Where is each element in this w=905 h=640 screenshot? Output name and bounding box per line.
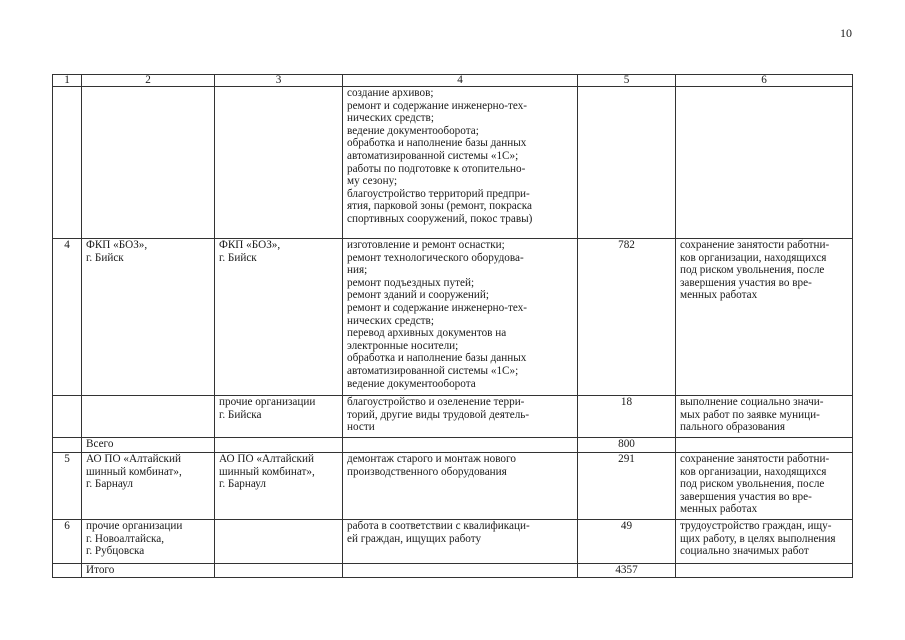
purpose-cell: выполнение социально значи- мых работ по заявке муници- пального образования: [676, 396, 853, 438]
headcount-cell: [578, 87, 676, 239]
headcount-cell: 18: [578, 396, 676, 438]
subtotal-value: 800: [578, 438, 676, 453]
work-types-cell: благоустройство и озеленение терри- торий, другие виды трудовой деятель- ности: [343, 396, 578, 438]
work-types-cell: работа в соответствии с квалификаци- ей граждан, ищущих работу: [343, 520, 578, 564]
row-number-cell: [53, 564, 82, 578]
row-number-cell: [53, 438, 82, 453]
work-types-cell: создание архивов; ремонт и содержание инженерно-тех- нических средств; ведение документооборота; обработка и наполнение базы данных автоматизированной системы «1С»; работы по подготовке к отопительно- му сезону; благоустройство территорий предпри- ятия, парковой зоны (ремонт, покраска спортивных сооружений, покос травы): [343, 87, 578, 239]
employer-cell: [215, 564, 343, 578]
headcount-cell: 782: [578, 239, 676, 396]
row-number-cell: 6: [53, 520, 82, 564]
purpose-cell: трудоустройство граждан, ищу- щих работу, в целях выполнения социально значимых работ: [676, 520, 853, 564]
purpose-cell: сохранение занятости работни- ков организации, находящихся под риском увольнения, после завершения участия во вре- менных работах: [676, 453, 853, 520]
purpose-cell: [676, 564, 853, 578]
subtotal-label: Всего: [82, 438, 215, 453]
table-row: [53, 87, 853, 239]
headcount-cell: 291: [578, 453, 676, 520]
total-label: Итого: [82, 564, 215, 578]
employer-cell: АО ПО «Алтайский шинный комбинат», г. Барнаул: [215, 453, 343, 520]
row-number-cell: 4: [53, 239, 82, 396]
employer-cell: прочие организации г. Бийска: [215, 396, 343, 438]
table-row: [53, 520, 853, 564]
subtotal-row: [53, 438, 853, 453]
row-number-cell: [53, 87, 82, 239]
organization-cell: [82, 87, 215, 239]
employer-cell: ФКП «БОЗ», г. Бийск: [215, 239, 343, 396]
table-row: [53, 453, 853, 520]
total-value: 4357: [578, 564, 676, 578]
purpose-cell: [676, 438, 853, 453]
organization-cell: [82, 396, 215, 438]
work-types-cell: изготовление и ремонт оснастки; ремонт технологического оборудова- ния; ремонт подъездных путей; ремонт зданий и сооружений; ремонт и содержание инженерно-тех- нических средств; перевод архивных документов на электронные носители; обработка и наполнение базы данных автоматизированной системы «1С»; ведение документооборота: [343, 239, 578, 396]
work-types-cell: [343, 438, 578, 453]
total-row: [53, 564, 853, 578]
work-types-cell: демонтаж старого и монтаж нового производственного оборудования: [343, 453, 578, 520]
header-cell: 4: [343, 75, 578, 87]
row-number-cell: 5: [53, 453, 82, 520]
header-cell: 6: [676, 75, 853, 87]
purpose-cell: [676, 87, 853, 239]
headcount-cell: 49: [578, 520, 676, 564]
organization-cell: ФКП «БОЗ», г. Бийск: [82, 239, 215, 396]
table-header-row: [53, 75, 853, 87]
employer-cell: [215, 438, 343, 453]
employer-cell: [215, 520, 343, 564]
page-number: 10: [840, 26, 852, 40]
header-cell: 2: [82, 75, 215, 87]
organization-cell: АО ПО «Алтайский шинный комбинат», г. Барнаул: [82, 453, 215, 520]
purpose-cell: сохранение занятости работни- ков организации, находящихся под риском увольнения, после завершения участия во вре- менных работах: [676, 239, 853, 396]
table-row: [53, 239, 853, 396]
header-cell: 1: [53, 75, 82, 87]
header-cell: 5: [578, 75, 676, 87]
header-cell: 3: [215, 75, 343, 87]
employer-cell: [215, 87, 343, 239]
row-number-cell: [53, 396, 82, 438]
works-table: [52, 74, 853, 578]
work-types-cell: [343, 564, 578, 578]
table-row: [53, 396, 853, 438]
organization-cell: прочие организации г. Новоалтайска, г. Рубцовска: [82, 520, 215, 564]
